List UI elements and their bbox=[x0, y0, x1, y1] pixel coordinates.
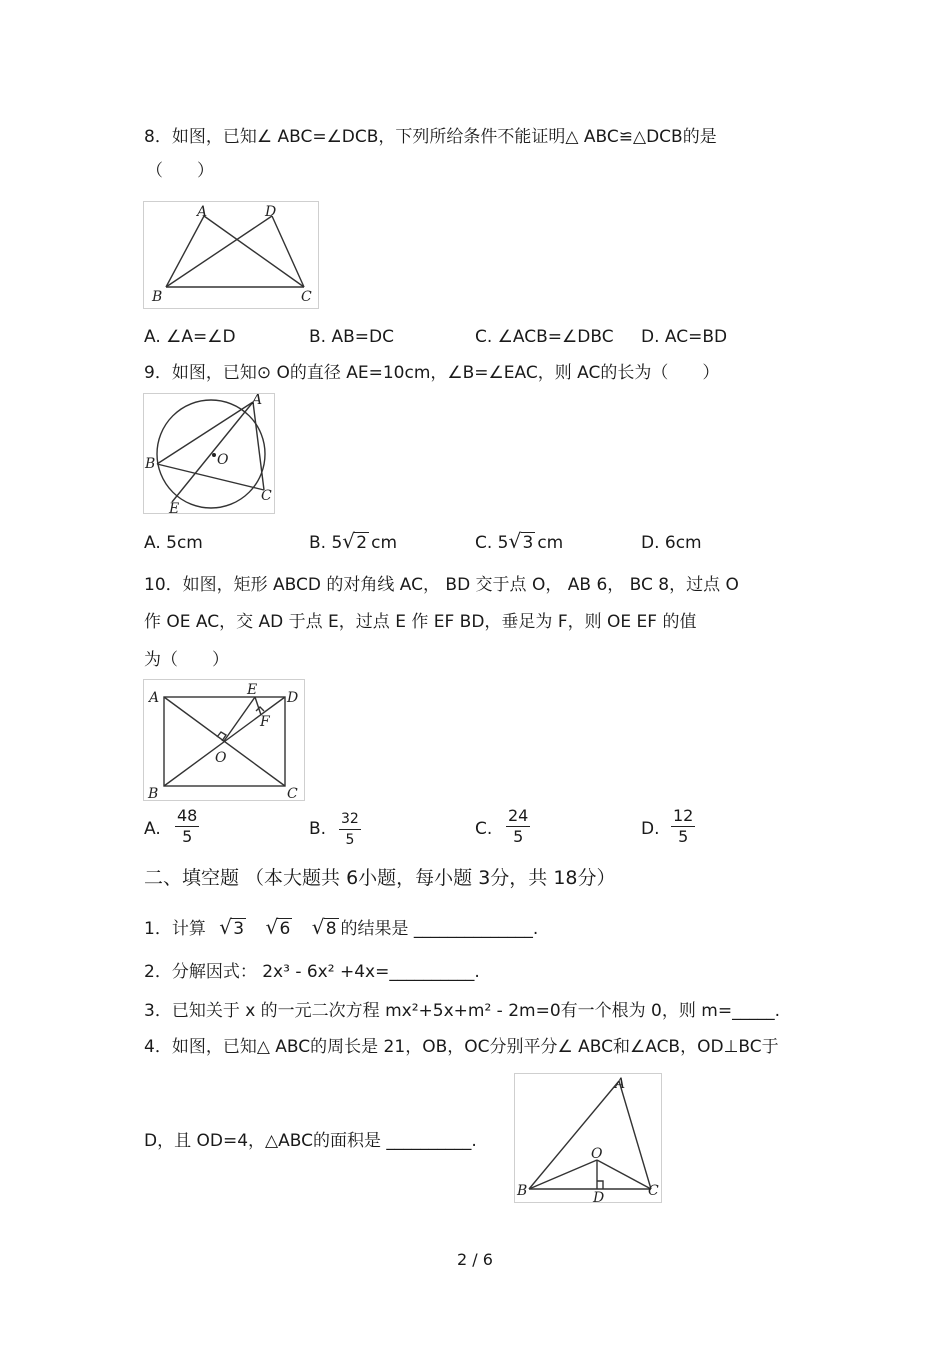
q10-line2: 作 OE AC，交 AD 于点 E，过点 E 作 EF BD，垂足为 F，则 OE EF 的值 bbox=[144, 612, 697, 632]
fill-q1-radical-3: √ 8 bbox=[314, 918, 339, 940]
q10-label-a: A bbox=[149, 690, 160, 706]
fill-q1-prefix: 1．计算 bbox=[144, 919, 206, 939]
fill-q1-radical-2: √ 6 bbox=[267, 918, 292, 940]
q9-option-b-unit: cm bbox=[371, 533, 398, 553]
fill-q1-radical-1: √ 3 bbox=[221, 918, 246, 940]
q10-label-b: B bbox=[148, 786, 159, 800]
fill-q4-label-o: O bbox=[591, 1146, 603, 1162]
q10-label-c: C bbox=[287, 786, 298, 800]
fill-q1-suffix: 的结果是 ______________. bbox=[340, 919, 539, 939]
fill-q3: 3．已知关于 x 的一元二次方程 mx²+5x+m² - 2m=0有一个根为 0，则 m=_____. bbox=[144, 1001, 780, 1021]
q8-label-c: C bbox=[301, 289, 312, 305]
q10-option-d-letter: D. bbox=[641, 819, 660, 839]
fill-q4-label-c: C bbox=[648, 1183, 659, 1199]
q9-label-o: O bbox=[217, 452, 229, 468]
q8-label-a: A bbox=[197, 204, 208, 220]
q9-option-b bbox=[309, 532, 397, 554]
fill-q4-label-d: D bbox=[593, 1190, 605, 1202]
q9-figure bbox=[143, 393, 275, 514]
fill-q4-label-b: B bbox=[517, 1183, 528, 1199]
q9-label-c: C bbox=[261, 488, 272, 504]
fill-q4-line2: D，且 OD=4，△ABC的面积是 __________. bbox=[144, 1131, 477, 1151]
fill-q1 bbox=[144, 918, 538, 940]
q10-option-c-letter: C. bbox=[475, 819, 493, 839]
q9-label-e: E bbox=[169, 501, 180, 513]
fill-q4-line1: 4．如图，已知△ ABC的周长是 21，OB，OC分别平分∠ ABC和∠ACB，OD⊥BC于 bbox=[144, 1037, 779, 1057]
q10-label-o: O bbox=[215, 750, 227, 766]
q9-option-a: A. 5cm bbox=[144, 533, 203, 553]
q9-option-b-radical: √ 2 bbox=[344, 532, 369, 554]
q9-option-b-prefix: B. 5 bbox=[309, 533, 343, 553]
q8-option-d: D. AC=BD bbox=[641, 327, 728, 347]
q9-label-b: B bbox=[145, 456, 156, 472]
q9-label-a: A bbox=[252, 394, 263, 408]
q10-line1: 10．如图，矩形 ABCD 的对角线 AC， BD 交于点 O， AB 6， BC 8，过点 O bbox=[144, 575, 739, 595]
q8-stem: 8．如图，已知∠ ABC=∠DCB，下列所给条件不能证明△ ABC≌△DCB的是 bbox=[144, 127, 717, 147]
q9-option-c-radical: √ 3 bbox=[511, 532, 536, 554]
fill-q4-label-a: A bbox=[615, 1076, 626, 1092]
q10-option-b-fraction: $\frac{32}{5}$ bbox=[341, 811, 359, 848]
q9-option-c bbox=[475, 532, 563, 554]
fill-q2: 2．分解因式： 2x³ - 6x² +4x=__________. bbox=[144, 962, 480, 982]
q8-option-c: C. ∠ACB=∠DBC bbox=[475, 327, 614, 347]
q8-label-b: B bbox=[152, 289, 163, 305]
q10-label-e: E bbox=[247, 682, 258, 698]
q10-label-d: D bbox=[287, 690, 299, 706]
q8-option-a: A. ∠A=∠D bbox=[144, 327, 236, 347]
q10-option-d-fraction: $\frac{12}{5}$ bbox=[673, 806, 694, 846]
q9-stem: 9．如图，已知⊙ O的直径 AE=10cm，∠B=∠EAC，则 AC的长为（ ） bbox=[144, 363, 720, 383]
q10-option-b-letter: B. bbox=[309, 819, 327, 839]
q10-option-c-fraction: $\frac{24}{5}$ bbox=[508, 806, 529, 846]
q10-option-a-letter: A. bbox=[144, 819, 161, 839]
page-number: 2 / 6 bbox=[457, 1250, 493, 1269]
q9-option-c-unit: cm bbox=[537, 533, 564, 553]
q10-option-a-fraction: $\frac{48}{5}$ bbox=[177, 806, 198, 846]
q8-label-d: D bbox=[265, 204, 277, 220]
q8-figure bbox=[143, 201, 319, 309]
fill-q4-figure bbox=[514, 1073, 662, 1203]
q8-paren: （ ） bbox=[146, 161, 214, 181]
q10-line3: 为（ ） bbox=[144, 650, 229, 670]
q10-figure bbox=[143, 679, 305, 801]
q9-option-c-prefix: C. 5 bbox=[475, 533, 509, 553]
section-2-heading: 二、填空题 （本大题共 6小题，每小题 3分，共 18分） bbox=[144, 867, 616, 889]
q9-option-d: D. 6cm bbox=[641, 533, 702, 553]
q10-label-f: F bbox=[260, 714, 270, 730]
q8-option-b: B. AB=DC bbox=[309, 327, 394, 347]
